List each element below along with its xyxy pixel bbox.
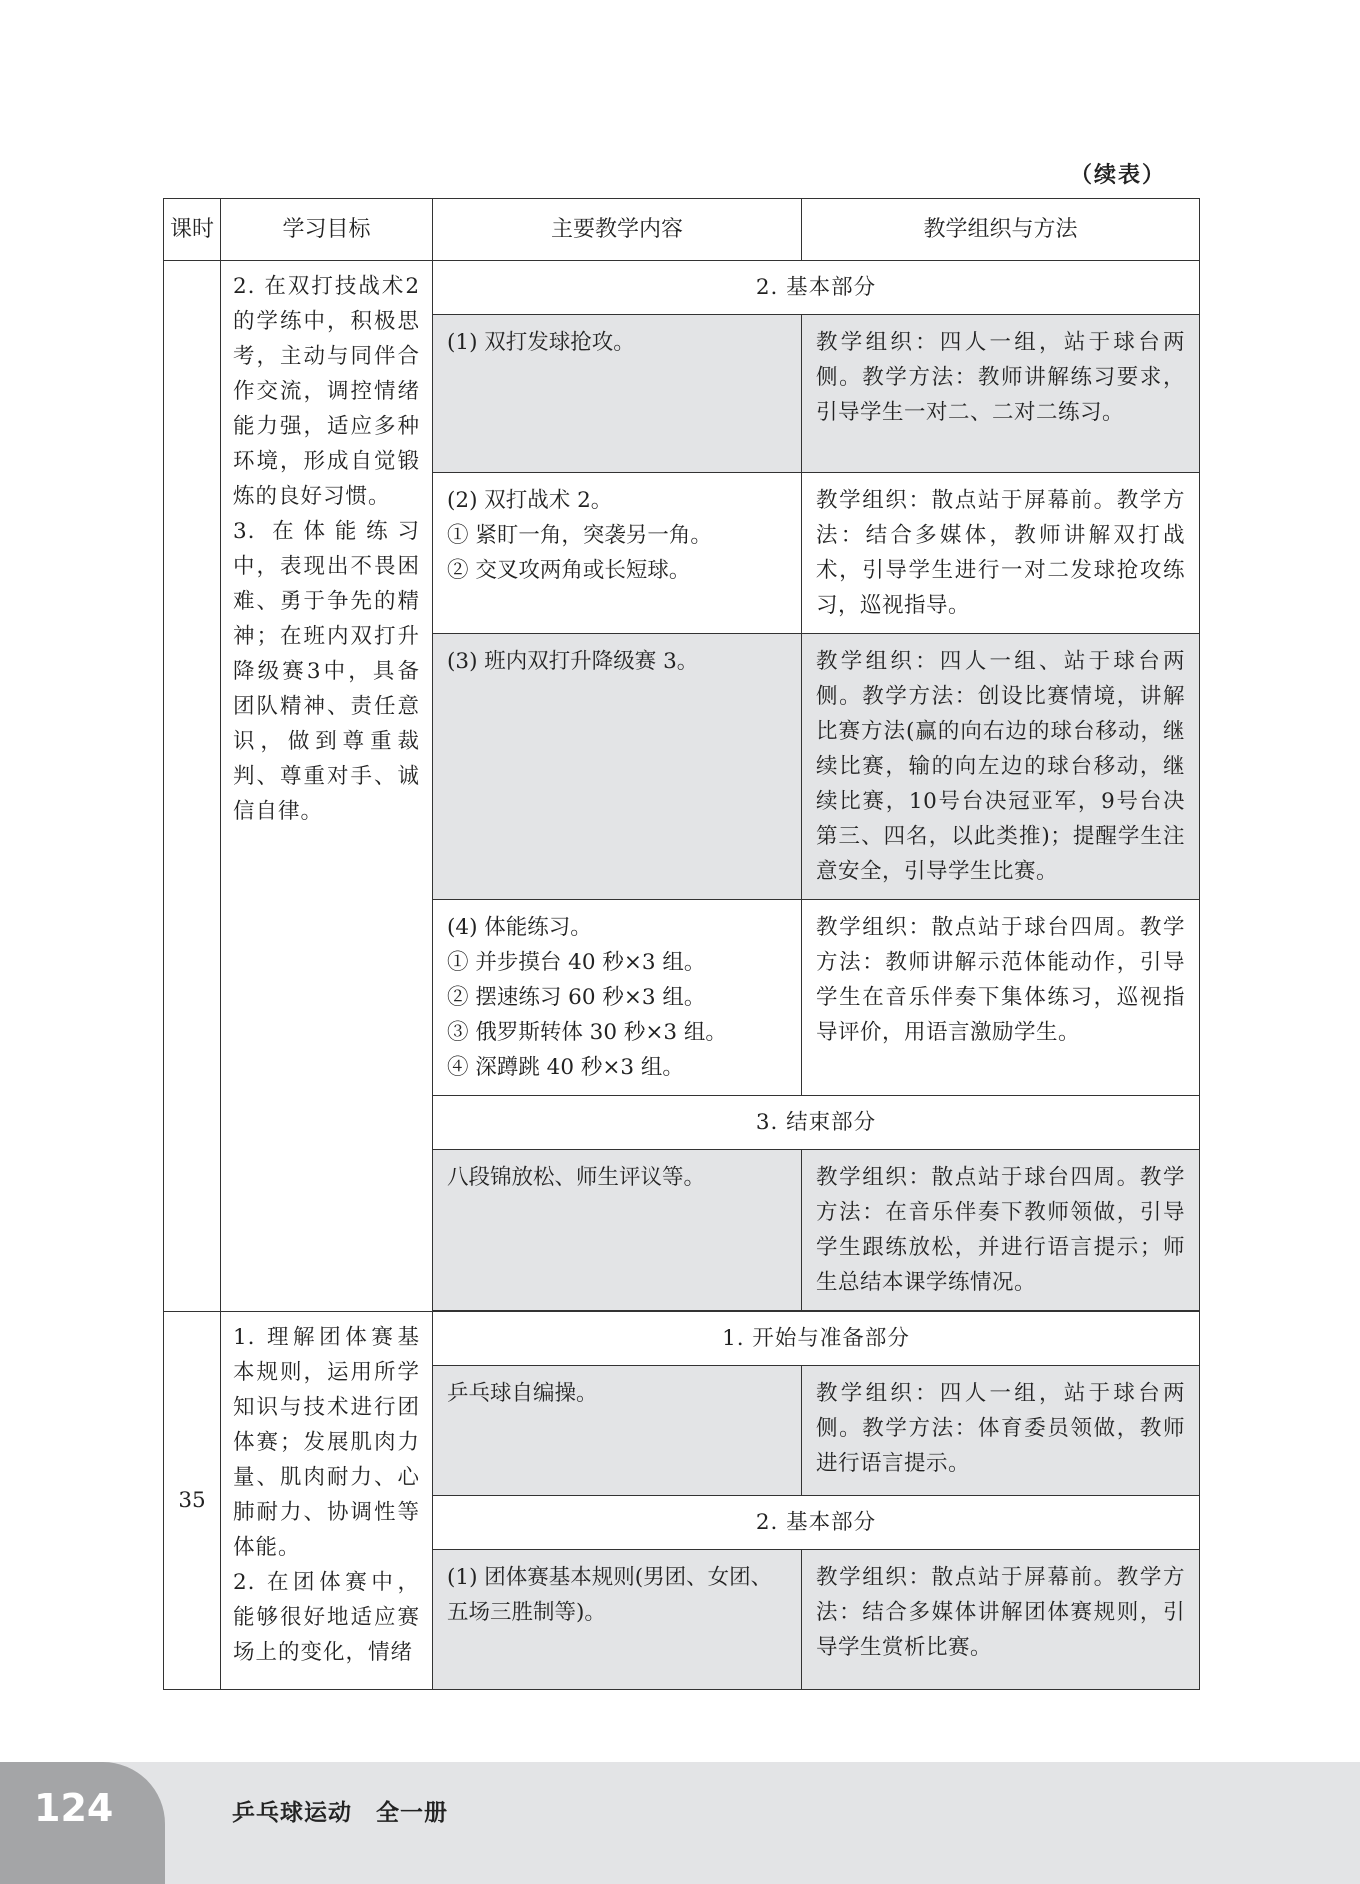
method-cell: 教学组织：散点站于球台四周。教学方法：教师讲解示范体能动作，引导学生在音乐伴奏下集体练习，巡视指导评价，用语言激励学生。 — [802, 900, 1200, 1096]
content-cell — [433, 634, 802, 900]
page-number: 124 — [34, 1786, 114, 1830]
content-cell — [433, 900, 802, 1096]
header-row — [164, 199, 1200, 261]
content-line: 八段锦放松、师生评议等。 — [447, 1165, 706, 1190]
goals-cell — [221, 1312, 433, 1690]
content-cell — [433, 1150, 802, 1311]
header-period: 课时 — [164, 199, 221, 261]
content-line: (1) 双打发球抢攻。 — [447, 330, 635, 355]
content-line: (4) 体能练习。 — [447, 915, 592, 940]
content-cell — [433, 473, 802, 634]
header-goals: 学习目标 — [221, 199, 433, 261]
content-line: 乒乓球自编操。 — [447, 1381, 598, 1406]
table-row — [164, 1312, 1200, 1366]
content-cell — [433, 315, 802, 473]
section-heading: 2. 基本部分 — [433, 1496, 1200, 1550]
goal-item: 2. 在团体赛中，能够很好地适应赛场上的变化，情绪 — [233, 1570, 420, 1665]
header-content: 主要教学内容 — [433, 199, 802, 261]
section-heading: 2. 基本部分 — [433, 261, 1200, 315]
table-row — [164, 261, 1200, 315]
header-method: 教学组织与方法 — [802, 199, 1200, 261]
content-line: ② 摆速练习 60 秒×3 组。 — [447, 985, 706, 1010]
section-heading: 3. 结束部分 — [433, 1096, 1200, 1150]
footer-band — [0, 1762, 1360, 1884]
period-cell — [164, 261, 221, 1312]
goal-item: 3. 在体能练习中，表现出不畏困难、勇于争先的精神；在班内双打升降级赛3中，具备团队精神、责任意识，做到尊重裁判、尊重对手、诚信自律。 — [233, 519, 420, 824]
method-cell: 教学组织：四人一组、站于球台两侧。教学方法：创设比赛情境，讲解比赛方法(赢的向右边的球台移动，继续比赛，输的向左边的球台移动，继续比赛，10号台决冠亚军，9号台决第三、四名，以此类推)；提醒学生注意安全，引导学生比赛。 — [802, 634, 1200, 900]
content-line: ③ 俄罗斯转体 30 秒×3 组。 — [447, 1020, 727, 1045]
period-cell: 35 — [164, 1312, 221, 1690]
content-line: (2) 双打战术 2。 — [447, 488, 613, 513]
method-cell: 教学组织：散点站于屏幕前。教学方法：结合多媒体讲解团体赛规则，引导学生赏析比赛。 — [802, 1550, 1200, 1690]
method-cell: 教学组织：散点站于屏幕前。教学方法：结合多媒体，教师讲解双打战术，引导学生进行一对二发球抢攻练习，巡视指导。 — [802, 473, 1200, 634]
content-line: ① 并步摸台 40 秒×3 组。 — [447, 950, 706, 975]
goals-cell — [221, 261, 433, 1312]
lesson-plan-table — [163, 198, 1200, 1690]
goal-item: 2. 在双打技战术2的学练中，积极思考，主动与同伴合作交流，调控情绪能力强，适应多种环境，形成自觉锻炼的良好习惯。 — [233, 274, 420, 509]
method-cell: 教学组织：四人一组，站于球台两侧。教学方法：体育委员领做，教师进行语言提示。 — [802, 1366, 1200, 1496]
content-cell — [433, 1550, 802, 1690]
method-cell: 教学组织：散点站于球台四周。教学方法：在音乐伴奏下教师领做，引导学生跟练放松，并进行语言提示；师生总结本课学练情况。 — [802, 1150, 1200, 1311]
content-line: ④ 深蹲跳 40 秒×3 组。 — [447, 1055, 684, 1080]
content-line: ② 交叉攻两角或长短球。 — [447, 558, 691, 583]
continued-label: （续表） — [1070, 163, 1167, 188]
content-line: (3) 班内双打升降级赛 3。 — [447, 649, 699, 674]
content-cell — [433, 1366, 802, 1496]
goal-item: 1. 理解团体赛基本规则，运用所学知识与技术进行团体赛；发展肌肉力量、肌肉耐力、心肺耐力、协调性等体能。 — [233, 1325, 420, 1560]
book-title: 乒乓球运动 全一册 — [232, 1800, 448, 1826]
method-cell: 教学组织：四人一组，站于球台两侧。教学方法：教师讲解练习要求，引导学生一对二、二对二练习。 — [802, 315, 1200, 473]
section-heading: 1. 开始与准备部分 — [433, 1312, 1200, 1366]
content-line: ① 紧盯一角，突袭另一角。 — [447, 523, 712, 548]
content-line: (1) 团体赛基本规则(男团、女团、五场三胜制等)。 — [447, 1565, 773, 1625]
